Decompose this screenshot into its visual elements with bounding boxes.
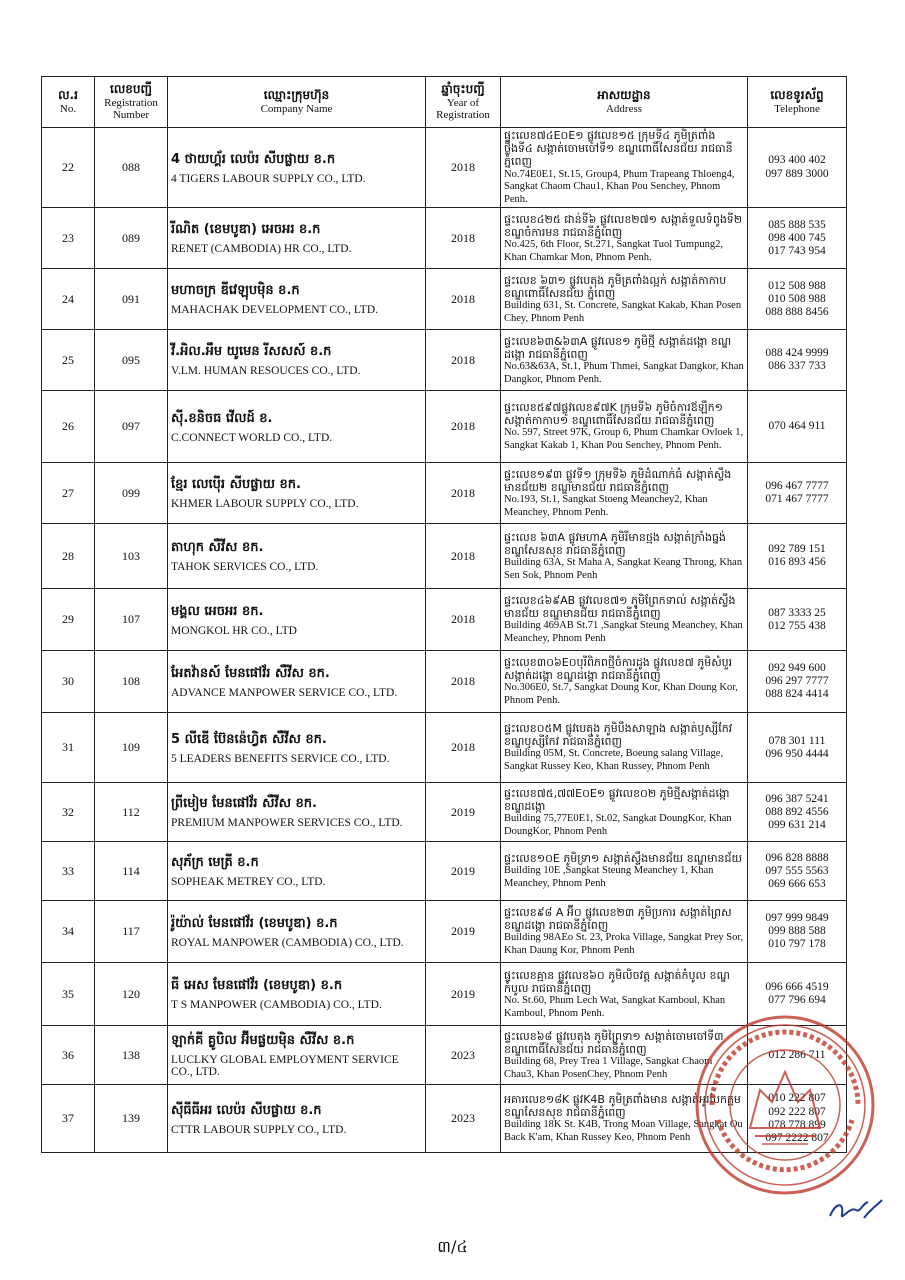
company-name-km: 5 លីឌើ ប៊ែនន៉េហ្វិត សឺវីស ខក.: [171, 731, 327, 747]
address-km: ផ្ទះលេខ០៥M ផ្លូវបេតុង ភូមិបឹងសាឡាង សង្កាត់ឫស្សីកែវ ខណ្ឌឫស្សីកែវ រាជធានីភ្នំពេញ: [504, 722, 733, 749]
telephone-number: 078 301 111: [768, 734, 826, 747]
registration-year: 2023: [426, 1026, 501, 1085]
registration-number: 139: [95, 1085, 168, 1153]
telephone-cell: [748, 901, 847, 963]
telephone-number: 010 797 178: [768, 938, 826, 951]
registration-number: 112: [95, 783, 168, 842]
telephone-cell: [748, 651, 847, 713]
address-cell: [501, 128, 748, 208]
company-name-km: ស៊ីធីធីអរ លេប៉រ សីបផ្លាយ ខ.ក: [171, 1102, 322, 1118]
telephone-cell: [748, 463, 847, 524]
registration-year: 2018: [426, 269, 501, 330]
row-number: 27: [42, 463, 95, 524]
telephone-number: 010 508 988: [768, 292, 826, 305]
address-cell: [501, 842, 748, 901]
table-row: [42, 391, 847, 463]
company-name-km: មង្គល អេចអរ ខក.: [171, 603, 264, 619]
table-row: [42, 901, 847, 963]
registration-number: 088: [95, 128, 168, 208]
company-name-en: RENET (CAMBODIA) HR CO., LTD.: [171, 243, 352, 256]
registration-year: 2018: [426, 651, 501, 713]
address-cell: [501, 963, 748, 1026]
company-name-cell: [168, 330, 426, 391]
table-row: [42, 269, 847, 330]
company-name-km: ខ្មែរ លេប៉ើរ សីបផ្លាយ ខក.: [171, 477, 301, 493]
telephone-number: 097 999 9849: [765, 912, 829, 925]
telephone-number: 097 889 3000: [765, 167, 829, 180]
telephone-number: 096 950 4444: [765, 747, 829, 760]
company-name-cell: [168, 901, 426, 963]
address-cell: [501, 269, 748, 330]
company-name-km: រីណិត (ខេមបូឌា) អេចអរ ខ.ក: [171, 222, 321, 238]
telephone-cell: [748, 1026, 847, 1085]
address-km: ផ្ទះលេខ១៩៣ ផ្លូវទី១ ក្រុមទី៦ ភូមិដំណាក់ធំ សង្កាត់ស្ទឹងមានជ័យ២ ខណ្ឌមានជ័យ រាជធានីភ្នំពេញ: [504, 467, 732, 494]
company-name-km: អែតវ៉ានស៍ មែនផៅវ័រ សឺវីស ខក.: [171, 665, 330, 681]
registration-number: 114: [95, 842, 168, 901]
telephone-number: 096 828 8888: [765, 851, 829, 864]
address-km: ផ្ទះលេខ ៦៣១ ផ្លូវបេតុង ភូមិត្រពាំងល្អក់ សង្កាត់កាកាប ខណ្ឌពោធិ៍សែនជ័យ ភ្នំពេញ: [504, 273, 727, 300]
table-header: [42, 77, 847, 128]
row-number: 29: [42, 589, 95, 651]
address-en: Building 10E ,Sangkat Steung Meanchey 1, Khan Meanchey, Phnom Penh: [504, 865, 714, 889]
row-number: 28: [42, 524, 95, 589]
company-name-cell: [168, 842, 426, 901]
row-number: 30: [42, 651, 95, 713]
registration-year: 2019: [426, 901, 501, 963]
telephone-number: 098 400 745: [768, 231, 826, 244]
telephone-number: 069 666 653: [768, 877, 826, 890]
address-km: ផ្ទះលេខ៩៨ A អ៊ី០ ផ្លូវលេខ២៣ ភូមិប្រការ សង្កាត់ព្រៃស ខណ្ឌដង្កោ រាជធានីភ្នំពេញ: [504, 906, 732, 933]
telephone-cell: [748, 713, 847, 783]
telephone-cell: [748, 391, 847, 463]
table-row: [42, 651, 847, 713]
row-number: 22: [42, 128, 95, 208]
registration-number: 089: [95, 208, 168, 269]
telephone-cell: [748, 330, 847, 391]
address-en: Building 68, Prey Trea 1 Village, Sangkat Chaom Chau3, Khan PosenChey, Phnom Penh: [504, 1055, 713, 1080]
address-cell: [501, 1085, 748, 1153]
registration-table: [41, 76, 847, 1153]
header-no: ល.រ No.: [42, 77, 95, 128]
address-en: No.193, St.1, Sangkat Stoeng Meanchey2, Khan Meanchey, Phnom Penh.: [504, 493, 708, 518]
address-km: ផ្ទះលេខ៥៩៧ផ្លូវលេខ៩៧K ក្រុមទី៦ ភូមិចំការឪឡឹក១ សង្កាត់កាកាប១ ខណ្ឌពោធិ៍សែនជ័យ រាជធានីភ្នំពេញ: [504, 401, 723, 428]
telephone-number: 012 286 711: [768, 1048, 826, 1061]
telephone-number: 077 796 694: [768, 994, 826, 1007]
registration-number: 107: [95, 589, 168, 651]
company-name-en: MAHACHAK DEVELOPMENT CO., LTD.: [171, 304, 379, 317]
address-km: ផ្ទះលេខ៦៨ ផ្លូវបេតុង ភូមិព្រៃទា១ សង្កាត់ចោមចៅទី៣ ខណ្ឌពោធិ៍សែនជ័យ រាជធានីភ្នំពេញ: [504, 1029, 724, 1056]
address-cell: [501, 208, 748, 269]
row-number: 26: [42, 391, 95, 463]
company-name-en: C.CONNECT WORLD CO., LTD.: [171, 431, 333, 444]
company-name-km: ព្រីមៀម មែនផៅវ័រ សឺវីស ខក.: [171, 796, 317, 812]
table-row: [42, 842, 847, 901]
company-name-cell: [168, 391, 426, 463]
company-name-en: TAHOK SERVICES CO., LTD.: [171, 561, 319, 574]
address-en: Building 75,77E0E1, St.02, Sangkat DoungKor, Khan DoungKor, Phnom Penh: [504, 812, 732, 837]
address-en: No.74E0E1, St.15, Group4, Phum Trapeang Thloeng4, Sangkat Chaom Chau1, Khan Pou Senchey, Phnom Penh.: [504, 168, 735, 205]
company-name-cell: [168, 524, 426, 589]
telephone-cell: [748, 963, 847, 1026]
table-row: [42, 713, 847, 783]
registration-number: 120: [95, 963, 168, 1026]
row-number: 36: [42, 1026, 95, 1085]
company-name-cell: [168, 208, 426, 269]
address-en: No.63&63A, St.1, Phum Thmei, Sangkat Dangkor, Khan Dangkor, Phnom Penh.: [504, 360, 744, 385]
telephone-number: 097 555 5563: [765, 864, 829, 877]
company-name-cell: [168, 651, 426, 713]
address-km: ផ្ទះលេខ៧៥,៧៧E០E១ ផ្លូវលេខ០២ ភូមិថ្មីសង្កាត់ដង្កោ ខណ្ឌដង្កោ: [504, 786, 730, 813]
table-row: [42, 128, 847, 208]
company-name-en: ADVANCE MANPOWER SERVICE CO., LTD.: [171, 686, 398, 699]
company-name-en: MONGKOL HR CO., LTD: [171, 624, 297, 637]
address-en: No.306E0, St.7, Sangkat Doung Kor, Khan Doung Kor, Phnom Penh.: [504, 682, 738, 707]
telephone-number: 099 631 214: [768, 818, 826, 831]
signature: [826, 1196, 886, 1224]
telephone-number: 097 2222 807: [765, 1132, 829, 1145]
company-name-cell: [168, 713, 426, 783]
registration-year: 2018: [426, 589, 501, 651]
telephone-number: 012 755 438: [768, 619, 826, 632]
company-name-km: ឡាក់គី គ្លូបិល អ៊ីមផ្លយម៉ិន សឺវីស ខ.ក: [171, 1033, 355, 1049]
registration-year: 2018: [426, 524, 501, 589]
header-company-name: ឈ្មោះក្រុមហ៊ុន Company Name: [168, 77, 426, 128]
table-row: [42, 1026, 847, 1085]
address-km: ផ្ទះលេខ៤២៥ ជាន់ទី៦ ផ្លូវលេខ២៧១ សង្កាត់ទួលទំពូងទី២ ខណ្ឌចំការមន រាជធានីភ្នំពេញ: [504, 212, 743, 239]
address-km: ផ្ទះលេខ៤៦៩AB ផ្លូវលេខ៧១ ភូមិព្រែកទាល់ សង្កាត់ស្ទឹងមានជ័យ ខណ្ឌមានជ័យ រាជធានីភ្នំពេញ: [504, 594, 736, 621]
registration-number: 103: [95, 524, 168, 589]
row-number: 32: [42, 783, 95, 842]
registration-number: 095: [95, 330, 168, 391]
company-name-en: 5 LEADERS BENEFITS SERVICE CO., LTD.: [171, 752, 390, 765]
address-en: Building 05M, St. Concrete, Boeung salang Village, Sangkat Russey Keo, Khan Russey, Phnom Penh: [504, 748, 724, 773]
address-km: ផ្ទះលេខគ្មាន ផ្លូវលេខ៦០ ភូមិលិចវត្ត សង្កាត់កំបូល ខណ្ឌកំបូល រាជធានីភ្នំពេញ: [504, 968, 730, 995]
telephone-number: 012 508 988: [768, 279, 826, 292]
telephone-number: 071 467 7777: [765, 493, 829, 506]
telephone-number: 096 387 5241: [765, 792, 829, 805]
company-name-en: ROYAL MANPOWER (CAMBODIA) CO., LTD.: [171, 936, 404, 949]
address-cell: [501, 391, 748, 463]
address-cell: [501, 463, 748, 524]
row-number: 37: [42, 1085, 95, 1153]
telephone-number: 087 3333 25: [768, 606, 826, 619]
company-name-en: T S MANPOWER (CAMBODIA) CO., LTD.: [171, 999, 382, 1012]
registration-year: 2019: [426, 842, 501, 901]
address-en: No. St.60, Phum Lech Wat, Sangkat Kamboul, Khan Kamboul, Phnom Penh.: [504, 994, 726, 1019]
company-name-km: វី.អិល.អឹម យូមេន រីសសស៍ ខ.ក: [171, 344, 332, 360]
company-name-cell: [168, 463, 426, 524]
address-km: ផ្ទះលេខ១០E ភូមិទ្រា១ សង្កាត់ស្ទឹងមានជ័យ ខណ្ឌមានជ័យ: [504, 852, 742, 866]
address-cell: [501, 651, 748, 713]
table-row: [42, 589, 847, 651]
address-en: No.425, 6th Floor, St.271, Sangkat Tuol Tumpung2, Khan Chamkar Mon, Phnom Penh.: [504, 238, 723, 263]
row-number: 35: [42, 963, 95, 1026]
row-number: 34: [42, 901, 95, 963]
registration-number: 108: [95, 651, 168, 713]
company-name-km: 4 ថាយហ្គ័រ លេប៉រ សីបផ្លាយ ខ.ក: [171, 151, 336, 167]
telephone-number: 088 824 4414: [765, 688, 829, 701]
company-name-cell: [168, 589, 426, 651]
address-en: Building 631, St. Concrete, Sangkat Kakab, Khan Posen Chey, Phnom Penh: [504, 299, 742, 324]
address-en: Building 98AEo St. 23, Proka Village, Sangkat Prey Sor, Khan Daung Kor, Phnom Penh: [504, 932, 744, 957]
telephone-number: 092 222 807: [768, 1105, 826, 1118]
telephone-number: 085 888 535: [768, 218, 826, 231]
company-name-cell: [168, 1026, 426, 1085]
telephone-number: 092 789 151: [768, 543, 826, 556]
row-number: 23: [42, 208, 95, 269]
telephone-cell: [748, 208, 847, 269]
registration-year: 2018: [426, 713, 501, 783]
address-en: Building 469AB St.71 ,Sangkat Steung Meanchey, Khan Meanchey, Phnom Penh: [504, 620, 743, 645]
registration-number: 091: [95, 269, 168, 330]
row-number: 33: [42, 842, 95, 901]
telephone-number: 078 778 899: [768, 1118, 826, 1131]
registration-year: 2018: [426, 208, 501, 269]
company-name-cell: [168, 269, 426, 330]
table-row: [42, 463, 847, 524]
table-row: [42, 208, 847, 269]
telephone-cell: [748, 842, 847, 901]
header-address: អាសយដ្ឋាន Address: [501, 77, 748, 128]
telephone-number: 016 893 456: [768, 556, 826, 569]
page-number: ៣/៤: [437, 1237, 468, 1256]
registration-number: 117: [95, 901, 168, 963]
company-name-km: តាហុក សឺវីស ខក.: [171, 540, 264, 556]
registration-number: 109: [95, 713, 168, 783]
address-en: Building 63A, St Maha A, Sangkat Keang Throng, Khan Sen Sok, Phnom Penh: [504, 556, 743, 581]
telephone-cell: [748, 1085, 847, 1153]
header-row: [42, 77, 847, 128]
address-en: Building 18K St. K4B, Trong Moan Village, Sangkat Ou Back K'am, Khan Russey Keo, Phnom Penh: [504, 1119, 743, 1144]
company-name-km: ស៊ី.ខនិចធ វើលដ៍ ខ.: [171, 410, 273, 426]
table-row: [42, 783, 847, 842]
telephone-number: 070 464 911: [768, 420, 826, 433]
address-cell: [501, 901, 748, 963]
table-row: [42, 1085, 847, 1153]
company-name-en: CTTR LABOUR SUPPLY CO., LTD.: [171, 1123, 347, 1136]
telephone-number: 096 467 7777: [765, 480, 829, 493]
header-telephone: លេខទូរស័ព្ទ Telephone: [748, 77, 847, 128]
company-name-en: V.LM. HUMAN RESOUCES CO., LTD.: [171, 365, 361, 378]
registration-number: 099: [95, 463, 168, 524]
telephone-number: 092 949 600: [768, 662, 826, 675]
address-cell: [501, 783, 748, 842]
address-km: ផ្ទះលេខ៧៤E០E១ ផ្លូវលេខ១៥ ក្រុមទី៤ ភូមិត្រពាំងថ្លឹងទី៤ សង្កាត់ចោមចៅទី១ ខណ្ឌពោធិ៍សែនជ័យ រាជធានីភ្នំពេញ: [504, 129, 733, 169]
address-km: ផ្ទះលេខ៣០៦E០បុរីពិភពថ្មីចំការដូង ផ្លូវលេខ៧ ភូមិសំបួរ សង្កាត់ដង្កោ ខណ្ឌដង្កោ រាជធានីភ្នំពេញ: [504, 656, 733, 683]
address-km: អគារលេខ១៨K ផ្លូវK4B ភូមិត្រពាំងមាន សង្កាត់អូរបែកក្អម ខណ្ឌសែនសុខ រាជធានីភ្នំពេញ: [504, 1093, 741, 1120]
address-cell: [501, 330, 748, 391]
row-number: 31: [42, 713, 95, 783]
telephone-cell: [748, 783, 847, 842]
telephone-number: 093 400 402: [768, 154, 826, 167]
registration-year: 2018: [426, 391, 501, 463]
telephone-cell: [748, 128, 847, 208]
telephone-cell: [748, 524, 847, 589]
company-name-cell: [168, 963, 426, 1026]
header-registration-number: លេខបញ្ជី Registration Number: [95, 77, 168, 128]
telephone-cell: [748, 589, 847, 651]
registration-number: 097: [95, 391, 168, 463]
telephone-number: 096 666 4519: [765, 981, 829, 994]
registration-year: 2018: [426, 463, 501, 524]
company-name-cell: [168, 1085, 426, 1153]
company-name-km: រ៉ូយ៉ាល់ មែនផៅវ័រ (ខេមបូឌា) ខ.ក: [171, 915, 338, 931]
company-name-cell: [168, 128, 426, 208]
company-name-km: សុភ័ក្រ មេត្រី ខ.ក: [171, 855, 259, 871]
address-cell: [501, 589, 748, 651]
company-name-km: មហាចក្រ ឌីវេឡុបម៉ិន ខ.ក: [171, 283, 300, 299]
telephone-cell: [748, 269, 847, 330]
registration-year: 2019: [426, 783, 501, 842]
telephone-number: 086 337 733: [768, 360, 826, 373]
company-name-km: ធី អេស មែនផៅវ័រ (ខេមបូឌា) ខ.ក: [171, 978, 343, 994]
registration-year: 2018: [426, 128, 501, 208]
company-name-cell: [168, 783, 426, 842]
address-km: ផ្ទះលេខ ៦៣A ផ្លូវមហាA ភូមិរីមានថ្មង សង្កាត់ក្រាំងធ្នង់ ខណ្ឌសែនសុខ រាជធានីភ្នំពេញ: [504, 530, 726, 557]
registration-year: 2018: [426, 330, 501, 391]
table-body: [42, 128, 847, 1153]
registration-year: 2023: [426, 1085, 501, 1153]
telephone-number: 010 222 807: [768, 1092, 826, 1105]
company-name-en: SOPHEAK METREY CO., LTD.: [171, 876, 326, 889]
table-row: [42, 330, 847, 391]
telephone-number: 099 888 588: [768, 925, 826, 938]
row-number: 25: [42, 330, 95, 391]
company-name-en: PREMIUM MANPOWER SERVICES CO., LTD.: [171, 817, 403, 830]
telephone-number: 088 888 8456: [765, 305, 829, 318]
address-km: ផ្ទះលេខ៦៣&៦៣A ផ្លូវលេខ១ ភូមិថ្មី សង្កាត់ដង្កោ ខណ្ឌដង្កោ រាជធានីភ្នំពេញ: [504, 334, 732, 361]
company-name-en: LUCLKY GLOBAL EMPLOYMENT SERVICE CO., LTD.: [171, 1054, 399, 1079]
telephone-number: 096 297 7777: [765, 675, 829, 688]
telephone-number: 017 743 954: [768, 244, 826, 257]
table-row: [42, 524, 847, 589]
company-name-en: 4 TIGERS LABOUR SUPPLY CO., LTD.: [171, 172, 366, 185]
telephone-number: 088 424 9999: [765, 347, 829, 360]
table-row: [42, 963, 847, 1026]
header-year: ឆ្នាំចុះបញ្ជី Year of Registration: [426, 77, 501, 128]
company-name-en: KHMER LABOUR SUPPLY CO., LTD.: [171, 498, 359, 511]
registration-number: 138: [95, 1026, 168, 1085]
address-en: No. 597, Street 97K, Group 6, Phum Chamkar Ovloek 1, Sangkat Kakab 1, Khan Pou Senchey, Phnom Penh.: [504, 427, 744, 452]
address-cell: [501, 524, 748, 589]
address-cell: [501, 713, 748, 783]
telephone-number: 088 892 4556: [765, 805, 829, 818]
registration-year: 2019: [426, 963, 501, 1026]
row-number: 24: [42, 269, 95, 330]
address-cell: [501, 1026, 748, 1085]
